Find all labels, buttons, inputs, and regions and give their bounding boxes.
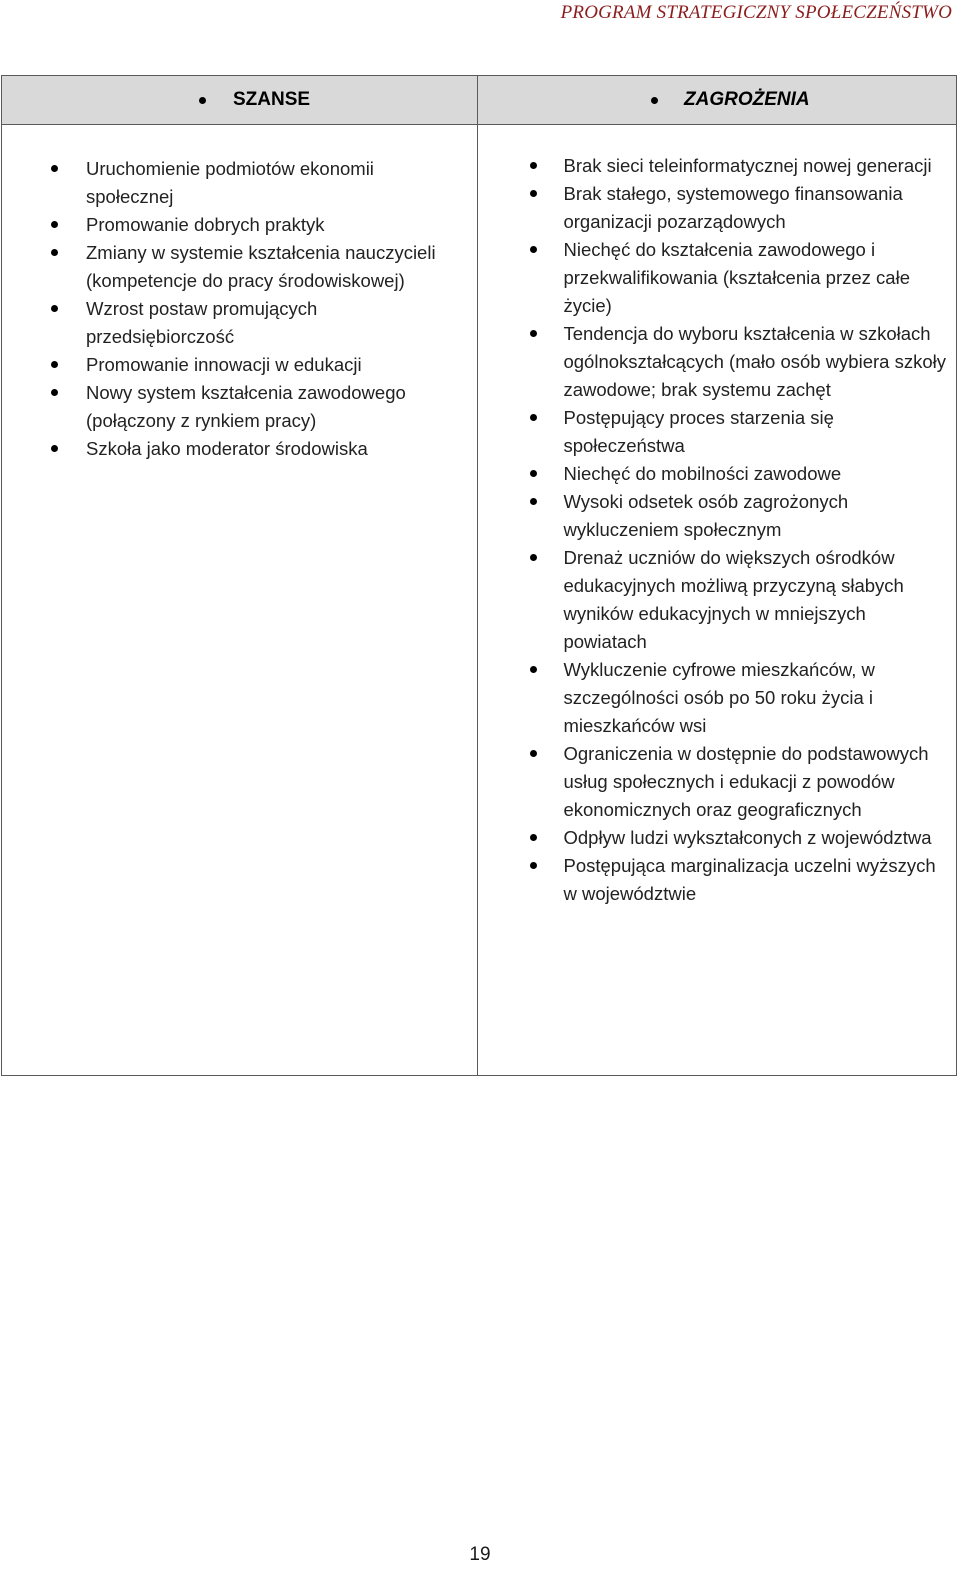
page-number: 19 <box>469 1544 491 1565</box>
swot-table <box>1 75 957 1076</box>
list-item: Nowy system kształcenia zawodowego (połączony z rynkiem pracy) <box>2 379 477 435</box>
szanse-heading-label: SZANSE <box>233 89 311 110</box>
list-item: Zmiany w systemie kształcenia nauczycieli (kompetencje do pracy środowiskowej) <box>2 239 477 295</box>
bullet-icon <box>651 97 658 104</box>
list-item: Drenaż uczniów do większych ośrodków edukacyjnych możliwą przyczyną słabych wyników edukacyjnych w mniejszych powiatach <box>478 544 956 656</box>
list-item: Postępujący proces starzenia się społeczeństwa <box>478 404 956 460</box>
table-body-row <box>2 125 957 1076</box>
list-item: Ograniczenia w dostępnie do podstawowych usług społecznych i edukacji z powodów ekonomicznych oraz geograficznych <box>478 740 956 824</box>
szanse-list <box>2 155 477 463</box>
list-item: Brak sieci teleinformatycznej nowej generacji <box>478 152 956 180</box>
list-item: Szkoła jako moderator środowiska <box>2 435 477 463</box>
list-item: Wysoki odsetek osób zagrożonych wykluczeniem społecznym <box>478 488 956 544</box>
list-item: Brak stałego, systemowego finansowania organizacji pozarządowych <box>478 180 956 236</box>
list-item: Wzrost postaw promujących przedsiębiorczość <box>2 295 477 351</box>
list-item: Wykluczenie cyfrowe mieszkańców, w szczególności osób po 50 roku życia i mieszkańców wsi <box>478 656 956 740</box>
table-header-overlay <box>0 76 960 124</box>
list-item: Niechęć do kształcenia zawodowego i przekwalifikowania (kształcenia przez całe życie) <box>478 236 956 320</box>
list-item: Uruchomienie podmiotów ekonomii społecznej <box>2 155 477 211</box>
szanse-cell <box>2 125 478 1076</box>
list-item: Promowanie innowacji w edukacji <box>2 351 477 379</box>
list-item: Odpływ ludzi wykształconych z województwa <box>478 824 956 852</box>
list-item: Niechęć do mobilności zawodowe <box>478 460 956 488</box>
list-item: Tendencja do wyboru kształcenia w szkołach ogólnokształcących (mało osób wybiera szkoły zawodowe; brak systemu zachęt <box>478 320 956 404</box>
zagrozenia-heading-label: ZAGROŻENIA <box>684 89 810 110</box>
zagrozenia-cell <box>478 125 957 1076</box>
zagrozenia-heading <box>0 76 960 124</box>
running-header-title: PROGRAM STRATEGICZNY SPOŁECZEŃSTWO <box>560 2 952 23</box>
zagrozenia-list <box>478 152 956 908</box>
list-item: Promowanie dobrych praktyk <box>2 211 477 239</box>
list-item: Postępująca marginalizacja uczelni wyższych w województwie <box>478 852 956 908</box>
